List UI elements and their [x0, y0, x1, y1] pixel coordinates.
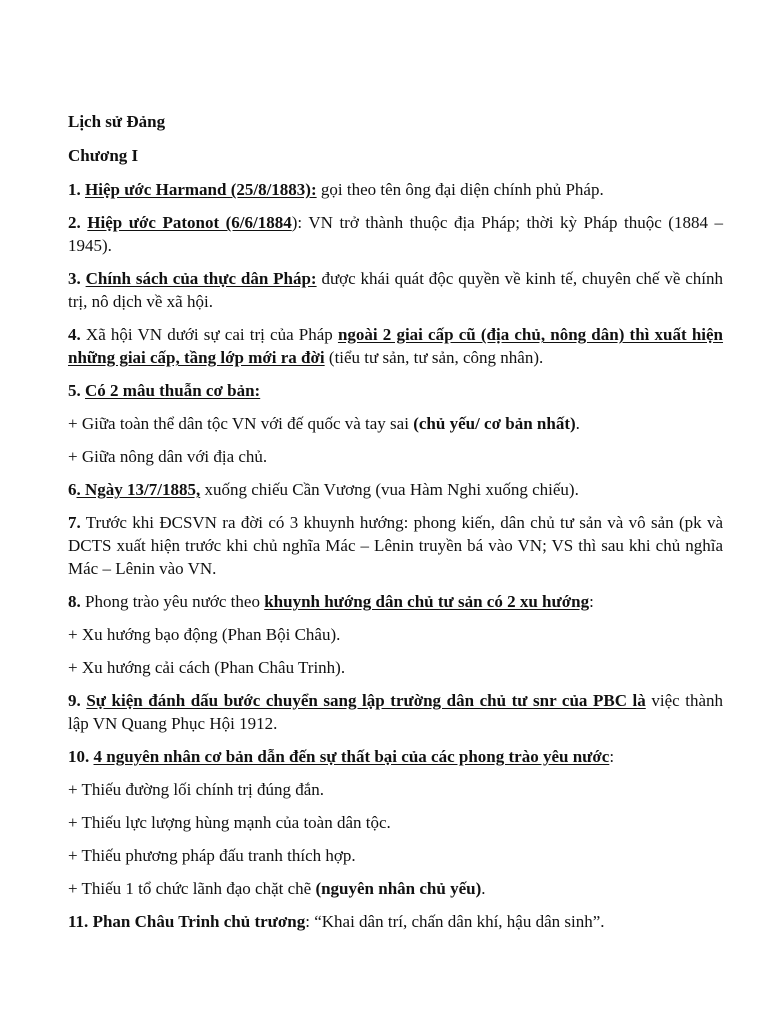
item-text: (tiểu tư sản, tư sản, công nhân). — [324, 348, 544, 367]
item-text: : — [609, 747, 615, 766]
item-text: Trước khi ĐCSVN ra đời có 3 khuynh hướng: phong kiến, dân chủ tư sản và vô sản (pk và DCTS xuất hiện trước khi chủ nghĩa Mác – Lênin truyền bá vào VN; VS thì sau khi chủ nghĩa Mác – Lênin vào VN. — [68, 513, 723, 578]
item-key: (nguyên nhân chủ yếu) — [315, 879, 482, 898]
document-title: Lịch sử Đảng — [68, 112, 166, 131]
item-1 — [68, 178, 723, 201]
item-key: khuynh hướng dân chủ tư sản có 2 xu hướng — [264, 592, 590, 611]
item-key: (chủ yếu/ cơ bản nhất) — [413, 414, 576, 433]
item-text: + Xu hướng bạo động (Phan Bội Châu). — [68, 625, 341, 644]
item-10b — [68, 811, 723, 834]
item-10a — [68, 778, 723, 801]
item-number: 5. — [68, 381, 85, 400]
item-number: 10. — [68, 747, 94, 766]
item-text: : “Khai dân trí, chấn dân khí, hậu dân sinh”. — [305, 912, 605, 931]
item-6 — [68, 478, 723, 501]
item-text: gọi theo tên ông đại diện chính phủ Pháp. — [316, 180, 604, 199]
item-text: được khái quát độc quyền về kinh tế, chuyên chế về chính trị, nô dịch về xã hội. — [68, 269, 723, 311]
chapter-heading: Chương I — [68, 146, 139, 165]
item-10c — [68, 844, 723, 867]
item-10d — [68, 877, 723, 900]
item-text: + Giữa nông dân với địa chủ. — [68, 447, 268, 466]
item-text: + Thiếu lực lượng hùng mạnh của toàn dân tộc. — [68, 813, 391, 832]
item-10 — [68, 745, 723, 768]
item-key: Hiệp ước Harmand (25/8/1883): — [85, 180, 317, 199]
item-3 — [68, 267, 723, 313]
item-number: 3. — [68, 269, 86, 288]
item-number: 1. — [68, 180, 85, 199]
item-text: + Thiếu phương pháp đấu tranh thích hợp. — [68, 846, 356, 865]
item-key: Phan Châu Trinh chủ trương — [92, 912, 306, 931]
item-4 — [68, 323, 723, 369]
item-key: Chính sách của thực dân Pháp: — [85, 269, 317, 288]
item-number: 6 — [68, 480, 77, 499]
item-5a — [68, 412, 723, 435]
item-text: . — [481, 879, 486, 898]
item-2 — [68, 211, 723, 257]
item-8 — [68, 590, 723, 613]
item-key: Có 2 mâu thuẫn cơ bản: — [85, 381, 261, 400]
item-key: Hiệp ước Patonot (6/6/1884 — [87, 213, 292, 232]
item-number: 9. — [68, 691, 87, 710]
item-key: 4 nguyên nhân cơ bản dẫn đến sự thất bại của các phong trào yêu nước — [93, 747, 610, 766]
item-pre: Phong trào yêu nước theo — [80, 592, 265, 611]
item-5b — [68, 445, 723, 468]
document-body — [68, 110, 723, 943]
item-9 — [68, 689, 723, 735]
item-text: : — [589, 592, 594, 611]
item-number: 11. — [68, 912, 93, 931]
item-11 — [68, 910, 723, 933]
item-5 — [68, 379, 723, 402]
item-number: 7. — [68, 513, 81, 532]
item-text: việc thành lập VN Quang Phục Hội 1912. — [68, 691, 723, 733]
item-number: 8. — [68, 592, 81, 611]
item-text: xuống chiếu Cần Vương (vua Hàm Nghi xuống chiếu). — [200, 480, 579, 499]
item-8b — [68, 656, 723, 679]
item-pre: Xã hội VN dưới sự cai trị của Pháp — [80, 325, 338, 344]
item-text: . — [575, 414, 580, 433]
item-7 — [68, 511, 723, 580]
item-8a — [68, 623, 723, 646]
item-pre: + Thiếu 1 tổ chức lãnh đạo chặt chẽ — [68, 879, 316, 898]
item-number: 2. — [68, 213, 88, 232]
item-pre: + Giữa toàn thể dân tộc VN với đế quốc và tay sai — [68, 414, 414, 433]
item-text: ): VN trở thành thuộc địa Pháp; thời kỳ Pháp thuộc (1884 – 1945). — [68, 213, 724, 255]
item-text: + Xu hướng cải cách (Phan Châu Trinh). — [68, 658, 346, 677]
item-key: ngoài 2 giai cấp cũ (địa chủ, nông dân) thì xuất hiện những giai cấp, tầng lớp mới ra đời — [68, 325, 724, 367]
item-number: 4. — [68, 325, 81, 344]
item-key: . Ngày 13/7/1885, — [76, 480, 201, 499]
item-key: Sự kiện đánh dấu bước chuyển sang lập trường dân chủ tư snr của PBC là — [86, 691, 646, 710]
item-text: + Thiếu đường lối chính trị đúng đắn. — [68, 780, 325, 799]
